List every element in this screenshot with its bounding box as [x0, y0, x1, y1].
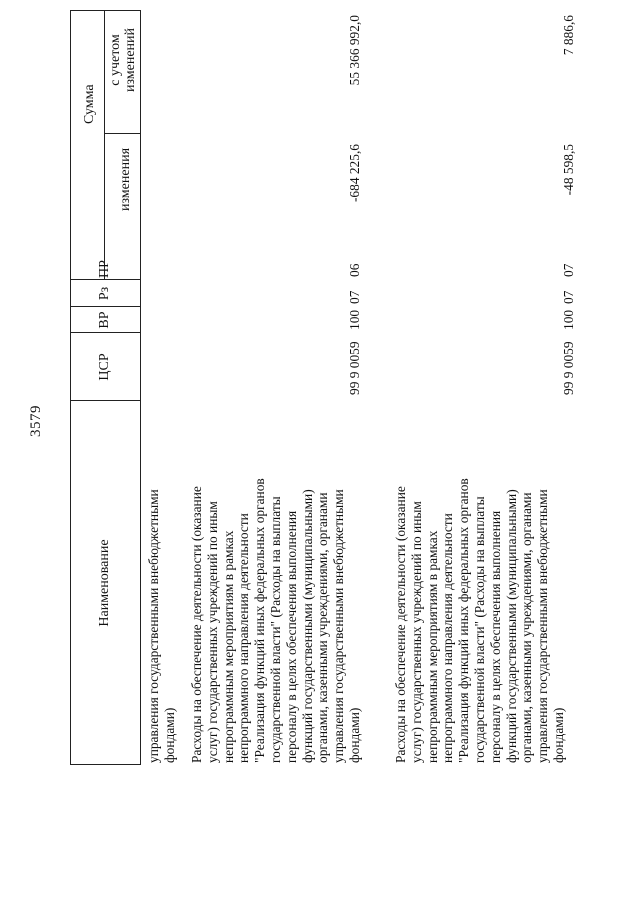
row-2-line: непрограммным мероприятиям в рамках [424, 530, 440, 763]
row-2-line: органами, казенными учреждениями, органами [519, 492, 535, 763]
header-with-changes-line2: изменений [123, 27, 138, 93]
header-change: изменения [118, 147, 133, 212]
header-vr: ВР [97, 311, 112, 329]
sum-subheader-rule [104, 10, 105, 280]
row-2-total: 7 886,6 [561, 15, 576, 56]
row-2-line: непрограммного направления деятельности [440, 513, 456, 763]
row-1-line: непрограммного направления деятельности [236, 513, 252, 763]
row-1-line: фондами) [346, 707, 362, 763]
row-1-vr: 100 [347, 309, 362, 330]
row-1-line: непрограммным мероприятиям в рамках [220, 530, 236, 763]
row-1-rz: 07 [347, 290, 362, 304]
header-with-changes-line1: с учетом [108, 34, 123, 86]
row-2-line: услуг) государственных учреждений по иным [408, 501, 424, 763]
row-2-line: функций государственными (муниципальными) [503, 489, 519, 763]
row-2-line: Расходы на обеспечение деятельности (оказание [393, 486, 408, 763]
intro-continuation [146, 401, 178, 763]
row-1-change: -684 225,6 [347, 144, 362, 203]
row-2-vr: 100 [561, 309, 576, 330]
header-with-changes [108, 15, 138, 105]
table-right-border [70, 10, 140, 11]
header-pr: ПР [97, 260, 112, 278]
row-1-pr: 06 [347, 263, 362, 277]
row-1-line: услуг) государственных учреждений по иным [204, 501, 220, 763]
header-sum: Сумма [82, 84, 97, 124]
row-1-line: органами, казенными учреждениями, органами [315, 492, 331, 763]
row-2-line: государственной власти" (Расходы на выплаты [471, 496, 487, 763]
row-2-line: фондами) [550, 707, 566, 763]
row-1-line: управления государственными внебюджетными [331, 489, 347, 763]
row-1-name [189, 401, 363, 763]
row-1-line: персоналу в целях обеспечения выполнения [283, 510, 299, 763]
header-bottom-rule [140, 10, 141, 765]
row-2-csr: 99 9 0059 [561, 341, 576, 395]
row-2-name [393, 401, 567, 763]
row-1-line: Расходы на обеспечение деятельности (оказание [189, 486, 204, 763]
row-2-line: "Реализация функций иных федеральных органов [456, 478, 472, 763]
row-1-line: функций государственными (муниципальными) [299, 489, 315, 763]
intro-line: фондами) [161, 707, 177, 763]
row-2-change: -48 598,5 [561, 144, 576, 196]
row-2-line: персоналу в целях обеспечения выполнения [487, 510, 503, 763]
intro-line: управления государственными внебюджетными [146, 489, 161, 763]
page-number: 3579 [28, 405, 44, 437]
row-1-line: "Реализация функций иных федеральных органов [252, 478, 268, 763]
row-1-csr: 99 9 0059 [347, 341, 362, 395]
header-csr: ЦСР [97, 353, 112, 381]
header-rz: Рз [97, 286, 112, 301]
row-2-pr: 07 [561, 263, 576, 277]
row-1-line: государственной власти" (Расходы на выплаты [267, 496, 283, 763]
row-2-rz: 07 [561, 290, 576, 304]
row-2-line: управления государственными внебюджетными [535, 489, 551, 763]
row-1-total: 55 366 992,0 [347, 15, 362, 86]
table-top-border [70, 10, 71, 765]
header-name: Наименование [97, 539, 112, 627]
